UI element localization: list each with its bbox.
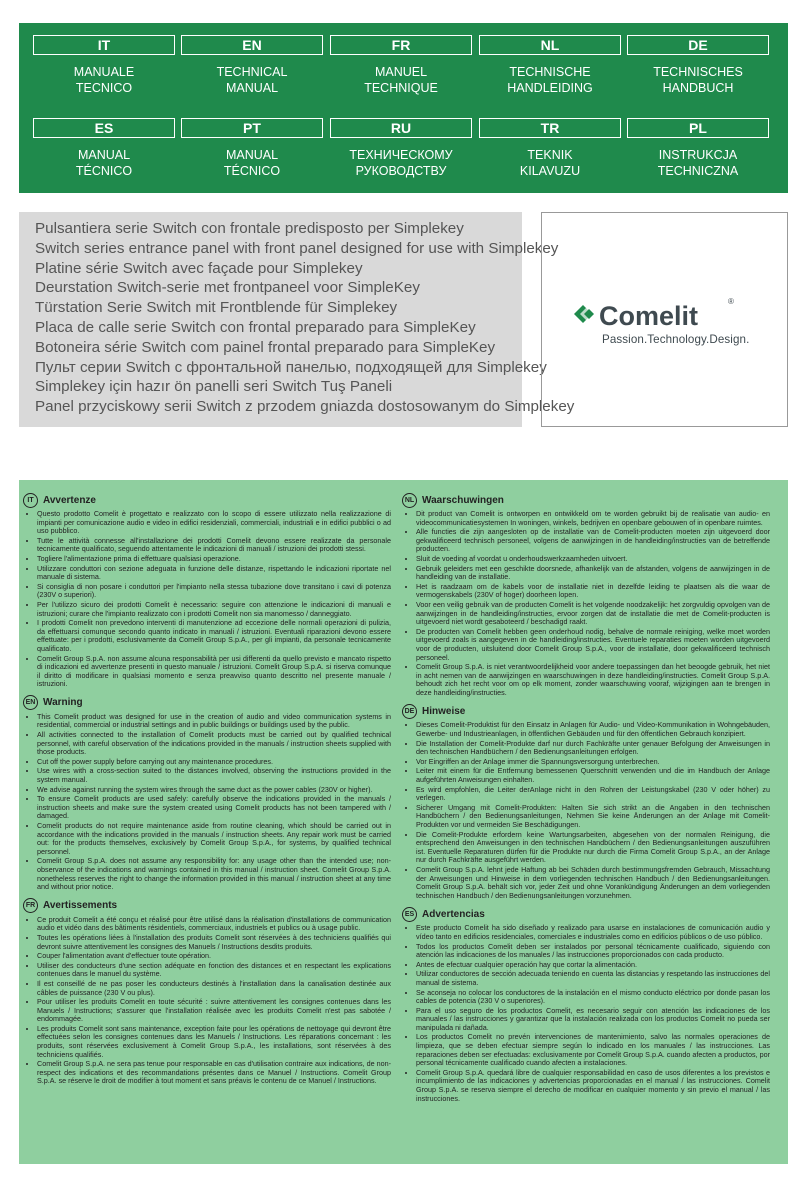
warning-item: • Questo prodotto Comelit è progettato e realizzato con lo scopo di essere utilizzato nella realizzazione di impianti per comunicazione audio e video in edifici residenziali, commerciali, industriali e in edifici pubblici o ad uso pubblico. [37, 510, 391, 536]
warning-item: • Comelit Group S.p.A. lehnt jede Haftung ab bei Schäden durch bestimmungsfremden Gebrauch, Missachtung der Anweisungen und Hinweise in dem vorliegenden technischen Handbuch / den Bedienungsanleitungen. Comelit Group S.p.A. behält sich vor, jeder Zeit und ohne Vorankündigung Änderungen an dem vorliegenden technischen Handbuch / den Bedienungsanleitungen vorzunehmen. [416, 866, 770, 900]
section-title: Avvertenze [43, 494, 96, 506]
warning-item: • Die Comelit-Produkte erfordern keine Wartungsarbeiten, abgesehen von der normalen Reinigung, die entsprechend den Anweisungen in den technischen Handbüchern / den Bedienungsanleitungen auszuführen ist. Eventuelle Reparaturen dürfen für die Produkte nur durch die Firma Comelit Group S.p.A., an der Anlage nur durch Fachkräfte ausgeführt werden. [416, 831, 770, 865]
warning-section-it [23, 491, 391, 689]
language-code: DE [627, 35, 769, 55]
product-title: Panel przyciskowy serii Switch z przodem gniazda dostosowanym do Simplekey [35, 398, 575, 416]
section-title: Waarschuwingen [422, 494, 504, 506]
warning-item: • All activities connected to the installation of Comelit products must be carried out by qualified technical personnel, with careful observation of the indications provided in the manuals / instruction sheets supplied with those products. [37, 731, 391, 757]
language-pl[interactable] [627, 118, 769, 179]
warning-item: • Se aconseja no colocar los conductores de la instalación en el mismo conducto eléctrico por donde pasan los cables de potencia (230 V o superiores). [416, 989, 770, 1006]
language-badge: ES [402, 907, 417, 922]
language-manual-name: MANUALE TECNICO [73, 65, 135, 95]
section-title: Avertissements [43, 900, 118, 912]
language-tr[interactable] [479, 118, 621, 179]
warning-section-nl [402, 491, 770, 697]
warning-item: • Sluit de voeding af voordat u onderhoudswerkzaamheden uitvoert. [416, 555, 770, 564]
warning-item: • Si consiglia di non posare i conduttori per l'impianto nella stessa tubazione dove transitano i cavi di potenza (230V o superiori). [37, 583, 391, 600]
warning-item: • Vor Eingriffen an der Anlage immer die Spannungsversorgung unterbrechen. [416, 758, 770, 767]
warning-item: • Comelit Group S.p.A. is niet verantwoordelijkheid voor andere toepassingen dan het beoogde gebruik, het niet in acht nemen van de aanwijzingen en waarschuwingen in deze handleiding/instructies. Comelit Group S.p.A. behoudt zich het recht voor om op elk moment, zonder waarschuwing vooraf, wijzigingen aan te brengen in deze handleiding/instructies. [416, 663, 770, 697]
warning-item: • Comelit Group S.p.A. non assume alcuna responsabilità per usi differenti da quello previsto e mancato rispetto di indicazioni ed avvertenze presenti in questo manuale / istruzioni. Comelit Group S.p.A. si riserva comunque il diritto di modificare in qualsiasi momento e senza preavviso quanto descritto nel presente manuale / istruzioni. [37, 655, 391, 689]
language-code: NL [479, 35, 621, 55]
language-manual-name: TECHNISCHE HANDLEIDING [507, 65, 593, 95]
product-title: Deurstation Switch-serie met frontpaneel voor SimpleKey [35, 279, 420, 297]
language-code: EN [181, 35, 323, 55]
language-badge: EN [23, 695, 38, 710]
warning-item: • Leiter mit einem für die Entfernung bemessenen Querschnitt verwenden und die im Handbuch der Anlage aufgeführten Anweisungen einhalten. [416, 767, 770, 784]
language-badge: FR [23, 898, 38, 913]
language-code: TR [479, 118, 621, 138]
warning-item: • Alle functies die zijn aangesloten op de installatie van de Comelit-producten moeten zijn uitgevoerd door gekwalificeerd technisch personeel, volgens de aanwijzingen in de handleiding/instructies van de betreffende producten. [416, 528, 770, 554]
warning-item: • De producten van Comelit hebben geen onderhoud nodig, behalve de normale reiniging, welke moet worden uitgevoerd zoals is aangegeven in de handleiding/instructies. Eventuele reparaties moeten worden uitgevoerd voor de producten, uitsluitend door Comelit Group S.p.A., voor de installatie, door gekwalificeerd technisch personeel. [416, 628, 770, 662]
warning-item: • Tutte le attività connesse all'installazione dei prodotti Comelit devono essere realizzate da personale tecnicamente qualificato, seguendo attentamente le indicazioni di manuali / istruzioni dei prodotti stessi. [37, 537, 391, 554]
warning-item: • To ensure Comelit products are used safely: carefully observe the indications provided in the manuals / instruction sheets and make sure the system created using Comelit products has not been tampered with / damaged. [37, 795, 391, 821]
language-nl[interactable] [479, 35, 621, 96]
language-code: FR [330, 35, 472, 55]
language-manual-name: TECHNISCHES HANDBUCH [653, 65, 743, 95]
product-title: Placa de calle serie Switch con frontal preparado para SimpleKey [35, 318, 476, 336]
language-badge: DE [402, 704, 417, 719]
warning-item: • We advise against running the system wires through the same duct as the power cables (230V or higher). [37, 786, 391, 795]
warning-item: • Dit product van Comelit is ontworpen en ontwikkeld om te worden gebruikt bij de realisatie van audio- en videocommunicatiesystemen In woningen, winkels, bedrijven en openbare gebouwen of in openbare ruimtes. [416, 510, 770, 527]
product-title: Türstation Serie Switch mit Frontblende für Simplekey [35, 299, 398, 317]
product-title: Botoneira série Switch com painel frontal preparado para SimpleKey [35, 338, 496, 356]
product-titles [19, 212, 575, 427]
warning-section-es [402, 905, 770, 1103]
warning-item: • Toutes les opérations liées à l'installation des produits Comelit sont réservées à des techniciens qualifiés qui devront suivre attentivement les consignes des Manuels / Instructions desdits produits. [37, 934, 391, 951]
warnings-left-column [23, 491, 391, 1091]
language-fr[interactable] [330, 35, 472, 96]
warning-item: • I prodotti Comelit non prevedono interventi di manutenzione ad eccezione delle normali operazioni di pulizia, da effettuarsi comunque secondo quanto indicato in manuali / istruzioni. Eventuali riparazioni devono essere effettuate: per i prodotti, esclusivamente da Comelit Group S.p.A., per gli impianti, da personale tecnicamente qualificato. [37, 619, 391, 653]
warning-item: • Comelit Group S.p.A. quedará libre de cualquier responsabilidad en caso de usos diferentes a los previstos e incumplimiento de las indicaciones y advertencias proporcionadas en el manual / las instrucciones. Comelit Group S.p.A. se reserva siempre el derecho de modificar en cualquier momento y sin previo el manual / las instrucciones. [416, 1069, 770, 1103]
warning-item: • Gebruik geleiders met een geschikte doorsnede, afhankelijk van de afstanden, volgens de aanwijzingen in de handleiding van de installatie. [416, 565, 770, 582]
warning-item: • Use wires with a cross-section suited to the distances involved, observing the instructions provided in the system manual. [37, 767, 391, 784]
language-es[interactable] [33, 118, 175, 179]
comelit-logo-mark [572, 303, 598, 325]
registered-mark: ® [728, 297, 734, 306]
section-title: Advertencias [422, 908, 485, 920]
warning-item: • Comelit products do not require maintenance aside from routine cleaning, which should be carried out in accordance with the indications provided in the manuals / instruction sheets. Any repair work must be carried out: for the products themselves, exclusively by Comelit Group S.p.A., for systems, by qualified technical personnel. [37, 822, 391, 856]
warning-item: • Pour utiliser les produits Comelit en toute sécurité : suivre attentivement les consignes contenues dans les Manuels / Instructions; s'assurer que l'installation réalisée avec les produits Comelit n'est pas sabotée / endommagée. [37, 998, 391, 1024]
language-band [19, 23, 788, 193]
warning-item: • Per l'utilizzo sicuro dei prodotti Comelit è necessario: seguire con attenzione le indicazioni di manuali e istruzioni; curare che l'impianto realizzato con i prodotti Comelit non sia manomesso / danneggiato. [37, 601, 391, 618]
warning-item: • Comelit Group S.p.A. ne sera pas tenue pour responsable en cas d'utilisation contraire aux indications, de non-respect des indications et des recommandations présentes dans ce Manuel / Instructions. Comelit Group S.p.A. se réserve le droit de modifier à tout moment et sans préavis le contenu de ce Manuel / Instructions. [37, 1060, 391, 1086]
warning-item: • Para el uso seguro de los productos Comelit, es necesario seguir con atención las indicaciones de los manuales / las instrucciones y garantizar que la instalación realizada con los productos Comelit no pueda ser manipulada ni dañada. [416, 1007, 770, 1033]
language-code: PT [181, 118, 323, 138]
product-title: Simplekey için hazır ön panelli seri Switch Tuş Paneli [35, 378, 393, 396]
language-code: RU [330, 118, 472, 138]
product-title: Platine série Switch avec façade pour Simplekey [35, 259, 363, 277]
language-manual-name: ТЕХНИЧЕСКОМУ РУКОВОДСТВУ [349, 148, 453, 178]
warnings-right-column [402, 491, 770, 1108]
warning-item: • Este producto Comelit ha sido diseñado y realizado para usarse en instalaciones de comunicación audio y vídeo tanto en edificios residenciales, comerciales e industriales como en edificios públicos o de uso público. [416, 924, 770, 941]
language-manual-name: INSTRUKCJA TECHNICZNA [657, 148, 739, 178]
language-badge: IT [23, 493, 38, 508]
warning-section-en [23, 694, 391, 892]
warning-item: • Il est conseillé de ne pas poser les conducteurs destinés à l'installation dans la canalisation destinée aux câbles de puissance (230 V ou plus). [37, 980, 391, 997]
logo-tagline: Passion.Technology.Design. [602, 333, 750, 346]
warning-item: • Ce produit Comelit a été conçu et réalisé pour être utilisé dans la réalisation d'installations de communication audio et vidéo dans des bâtiments résidentiels, commerciaux, industriels et publics ou à usage public. [37, 916, 391, 933]
warning-item: • Todos los productos Comelit deben ser instalados por personal técnicamente cualificado, siguiendo con atención las indicaciones de los manuales / las instrucciones proporcionados con cada producto. [416, 943, 770, 960]
warning-item: • Sicherer Umgang mit Comelit-Produkten: Halten Sie sich strikt an die Angaben in den technischen Handbüchern / den Bedienungsanleitungen, Nehmen Sie keine Änderungen an der Anlage mit Comelit-Produkten vor und vermeiden Sie Beschädigungen. [416, 804, 770, 830]
warning-item: • Utilizzare conduttori con sezione adeguata in funzione delle distanze, rispettando le indicazioni riportate nel manuale di sistema. [37, 565, 391, 582]
product-title: Пульт серии Switch с фронтальной панелью, подходящей для Simplekey [35, 358, 547, 376]
product-title: Switch series entrance panel with front panel designed for use with Simplekey [35, 239, 559, 257]
warning-item: • Die Installation der Comelit-Produkte darf nur durch Fachkräfte unter genauer Befolgung der Anweisungen in den technischen Handbüchern / den Bedienungsanleitungen erfolgen. [416, 740, 770, 757]
warning-item: • Couper l'alimentation avant d'effectuer toute opération. [37, 952, 391, 961]
language-manual-name: MANUAL TÉCNICO [75, 148, 133, 178]
language-ru[interactable] [330, 118, 472, 179]
product-title: Pulsantiera serie Switch con frontale predisposto per Simplekey [35, 220, 464, 237]
language-pt[interactable] [181, 118, 323, 179]
warnings-panel [19, 480, 788, 1164]
language-it[interactable] [33, 35, 175, 96]
warning-section-de [402, 702, 770, 900]
logo-wordmark: Comelit [599, 301, 699, 331]
section-title: Hinweise [422, 705, 466, 717]
warning-item: • Es wird empfohlen, die Leiter derAnlage nicht in den Rohren der Leistungskabel (230 V oder höher) zu verlegen. [416, 786, 770, 803]
logo-box [541, 212, 788, 427]
warning-item: • Comelit Group S.p.A. does not assume any responsibility for: any usage other than the intended use; non-observance of the indications and warnings contained in this manual / instruction sheet. Comelit Group S.p.A. nonetheless reserves the right to change the information provided in this manual / instruction sheet at any time and without prior notice. [37, 857, 391, 891]
language-manual-name: MANUAL TÉCNICO [223, 148, 281, 178]
warning-item: • Voor een veilig gebruik van de producten Comelit is het volgende noodzakelijk: het zorgvuldig opvolgen van de aanwijzingen in de handleiding/instructies, ervoor zorgen dat de installatie die met de Comelit-producten is uitgevoerd niet wordt gesaboteerd / beschadigd raakt. [416, 601, 770, 627]
language-en[interactable] [181, 35, 323, 96]
warning-item: • Het is raadzaam om de kabels voor de installatie niet in dezelfde leiding te plaatsen als die waar de vermogenskabels (230V of hoger) doorheen lopen. [416, 583, 770, 600]
language-code: IT [33, 35, 175, 55]
language-badge: NL [402, 493, 417, 508]
warning-item: • Dieses Comelit-Produktist für den Einsatz in Anlagen für Audio- und Video-Kommunikation in Wohngebäuden, Gewerbe- und Industrieanlagen, in öffentlichen Gebäuden und für den öffentlichen Gebrauch konzipiert. [416, 721, 770, 738]
warning-section-fr [23, 897, 391, 1086]
warning-item: • Les produits Comelit sont sans maintenance, exception faite pour les opérations de nettoyage qui devront être effectuées selon les consignes contenues dans les Manuels / Instructions. Les réparations concernant : les produits, sont réservées exclusivement à Comelit Group S.p.A., les installations, sont réservées à des techniciens qualifiés. [37, 1025, 391, 1059]
language-manual-name: TEKNIK KILAVUZU [519, 148, 581, 178]
warning-item: • Cut off the power supply before carrying out any maintenance procedures. [37, 758, 391, 767]
language-manual-name: MANUEL TECHNIQUE [364, 65, 438, 95]
language-code: PL [627, 118, 769, 138]
language-de[interactable] [627, 35, 769, 96]
language-manual-name: TECHNICAL MANUAL [216, 65, 288, 95]
section-title: Warning [43, 697, 83, 709]
warning-item: • This Comelit product was designed for use in the creation of audio and video communication systems in residential, commercial or industrial settings and in public buildings or buildings used by the public. [37, 713, 391, 730]
warning-item: • Togliere l'alimentazione prima di effettuare qualsiasi operazione. [37, 555, 391, 564]
warning-item: • Antes de efectuar cualquier operación hay que cortar la alimentación. [416, 961, 770, 970]
language-code: ES [33, 118, 175, 138]
warning-item: • Utilizar conductores de sección adecuada teniendo en cuenta las distancias y respetando las instrucciones del manual de sistema. [416, 970, 770, 987]
warning-item: • Los productos Comelit no prevén intervenciones de mantenimiento, salvo las normales operaciones de limpieza, que se deben efectuar siempre según lo indicado en los manuales / las instrucciones. Las reparaciones deben ser efectuadas: exclusivamente por Comelit Group S.p.A. cuando afecten a productos, por personal técnicamente cualificado cuando afecten a instalaciones. [416, 1033, 770, 1067]
warning-item: • Utiliser des conducteurs d'une section adéquate en fonction des distances et en respectant les explications contenues dans le manuel du système. [37, 962, 391, 979]
